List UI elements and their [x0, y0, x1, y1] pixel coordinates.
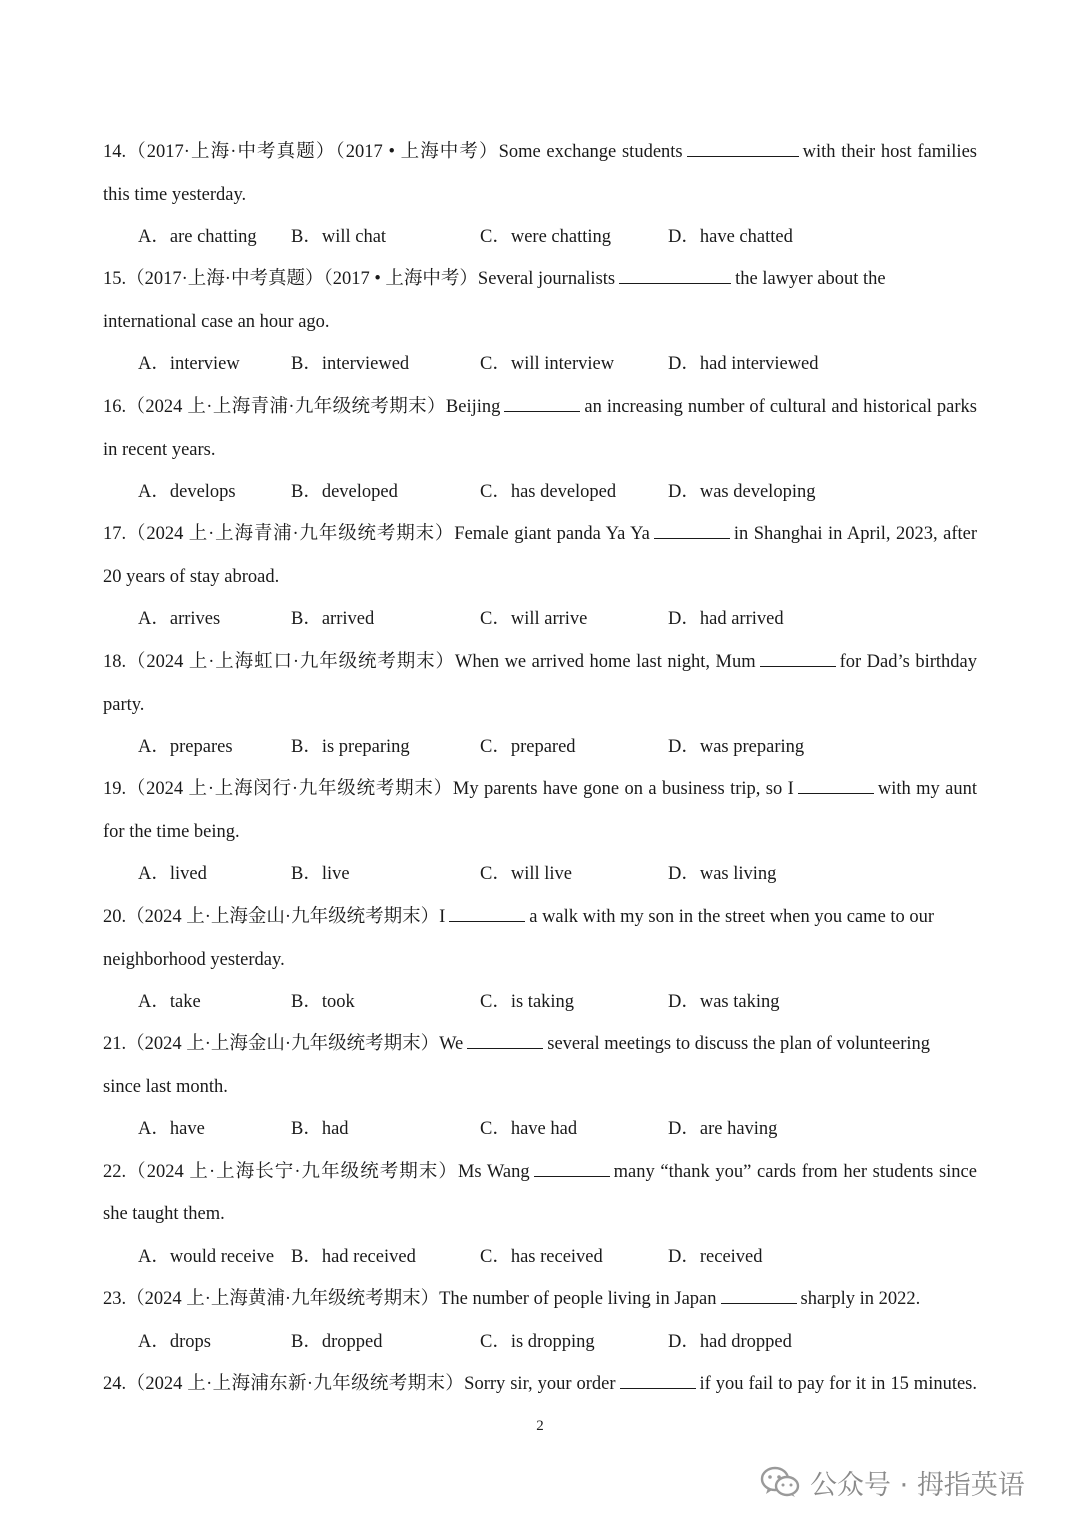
answer-blank — [619, 267, 731, 284]
option-d: D．was preparing — [668, 737, 805, 757]
option-d: D．was taking — [668, 992, 780, 1012]
question-text: 19.（2024 上·上海闵行·九年级统考期末）My parents have gone on a business trip, so I — [103, 779, 794, 799]
question-text: 14.（2017·上海·中考真题）（2017 • 上海中考）Some exchange students — [103, 142, 683, 162]
question-15-line-1 — [103, 267, 886, 291]
option-d: D．have chatted — [668, 227, 793, 247]
option-c: C．will live — [480, 864, 572, 884]
question-14-line-1 — [103, 140, 977, 164]
option-d: D．received — [668, 1247, 763, 1267]
option-c: C．is dropping — [480, 1332, 595, 1352]
option-a: A．arrives — [138, 609, 221, 629]
answer-blank — [687, 140, 799, 157]
option-d: D．had arrived — [668, 609, 784, 629]
option-b: B．live — [291, 864, 350, 884]
question-17-line-2: 20 years of stay abroad. — [103, 567, 280, 587]
question-text: 20.（2024 上·上海金山·九年级统考期末）I — [103, 907, 446, 927]
option-c: C．has received — [480, 1247, 603, 1267]
answer-blank — [654, 522, 730, 539]
question-22-line-1 — [103, 1160, 977, 1184]
question-text: in Shanghai in April, 2023, after — [733, 524, 977, 544]
answer-blank — [504, 395, 580, 412]
page-number: 2 — [536, 1418, 544, 1434]
question-21-line-2: since last month. — [103, 1077, 228, 1097]
question-text: 16.（2024 上·上海青浦·九年级统考期末）Beijing — [103, 397, 501, 417]
option-b: B．had — [291, 1119, 349, 1139]
option-b: B．arrived — [291, 609, 375, 629]
question-19-line-2: for the time being. — [103, 822, 240, 842]
question-text: 22.（2024 上·上海长宁·九年级统考期末）Ms Wang — [103, 1162, 530, 1182]
option-a: A．interview — [138, 354, 240, 374]
answer-blank — [534, 1160, 610, 1177]
question-16-line-1 — [103, 395, 977, 419]
question-16-line-2: in recent years. — [103, 440, 216, 460]
question-17-line-1 — [103, 522, 977, 546]
option-a: A．drops — [138, 1332, 211, 1352]
question-text: 23.（2024 上·上海黄浦·九年级统考期末）The number of people living in Japan — [103, 1289, 717, 1309]
wechat-icon — [760, 1465, 800, 1499]
question-18-line-1 — [103, 650, 977, 674]
watermark — [760, 1462, 1025, 1502]
question-text: several meetings to discuss the plan of volunteering — [547, 1034, 931, 1054]
question-text: the lawyer about the — [735, 269, 886, 289]
option-d: D．was living — [668, 864, 777, 884]
question-text: sharply in 2022. — [800, 1289, 921, 1309]
option-b: B．took — [291, 992, 355, 1012]
option-d: D．had interviewed — [668, 354, 819, 374]
question-15-line-2: international case an hour ago. — [103, 312, 330, 332]
answer-blank — [449, 905, 525, 922]
question-text: 15.（2017·上海·中考真题）（2017 • 上海中考）Several journalists — [103, 269, 616, 289]
question-text: a walk with my son in the street when you came to our — [529, 907, 935, 927]
question-20-line-2: neighborhood yesterday. — [103, 950, 285, 970]
question-14-line-2: this time yesterday. — [103, 185, 247, 205]
question-22-line-2: she taught them. — [103, 1204, 225, 1224]
option-c: C．have had — [480, 1119, 578, 1139]
option-c: C．were chatting — [480, 227, 611, 247]
option-c: C．has developed — [480, 482, 617, 502]
watermark-text: 公众号 · 拇指英语 — [810, 1469, 1025, 1501]
question-20-line-1 — [103, 905, 934, 929]
question-text: 21.（2024 上·上海金山·九年级统考期末）We — [103, 1034, 464, 1054]
option-a: A．prepares — [138, 737, 233, 757]
option-b: B．had received — [291, 1247, 416, 1267]
option-a: A．develops — [138, 482, 236, 502]
answer-blank — [798, 777, 874, 794]
option-a: A．take — [138, 992, 201, 1012]
question-text: for Dad’s birthday — [839, 652, 977, 672]
question-text: with their host families — [802, 142, 977, 162]
answer-blank — [467, 1032, 543, 1049]
question-23-line-1 — [103, 1287, 920, 1311]
option-b: B．will chat — [291, 227, 387, 247]
question-text: if you fail to pay for it in 15 minutes. — [699, 1374, 978, 1394]
answer-blank — [760, 650, 836, 667]
option-b: B．dropped — [291, 1332, 383, 1352]
answer-blank — [721, 1287, 797, 1304]
option-c: C．will interview — [480, 354, 615, 374]
option-d: D．are having — [668, 1119, 778, 1139]
option-d: D．had dropped — [668, 1332, 792, 1352]
option-a: A．are chatting — [138, 227, 257, 247]
option-a: A．lived — [138, 864, 207, 884]
question-text: an increasing number of cultural and historical parks — [584, 397, 977, 417]
option-c: C．will arrive — [480, 609, 588, 629]
question-text: 18.（2024 上·上海虹口·九年级统考期末）When we arrived home last night, Mum — [103, 652, 756, 672]
question-text: many “thank you” cards from her students since — [613, 1162, 977, 1182]
option-c: C．prepared — [480, 737, 576, 757]
question-text: with my aunt — [877, 779, 977, 799]
option-b: B．developed — [291, 482, 398, 502]
question-19-line-1 — [103, 777, 977, 801]
question-21-line-1 — [103, 1032, 930, 1056]
option-b: B．interviewed — [291, 354, 410, 374]
answer-blank — [620, 1372, 696, 1389]
question-24-line-1 — [103, 1372, 977, 1396]
option-c: C．is taking — [480, 992, 575, 1012]
option-a: A．have — [138, 1119, 205, 1139]
question-text: 24.（2024 上·上海浦东新·九年级统考期末）Sorry sir, your order — [103, 1374, 616, 1394]
question-text: 17.（2024 上·上海青浦·九年级统考期末）Female giant panda Ya Ya — [103, 524, 650, 544]
option-b: B．is preparing — [291, 737, 410, 757]
option-d: D．was developing — [668, 482, 816, 502]
question-18-line-2: party. — [103, 695, 145, 715]
option-a: A．would receive — [138, 1247, 275, 1267]
